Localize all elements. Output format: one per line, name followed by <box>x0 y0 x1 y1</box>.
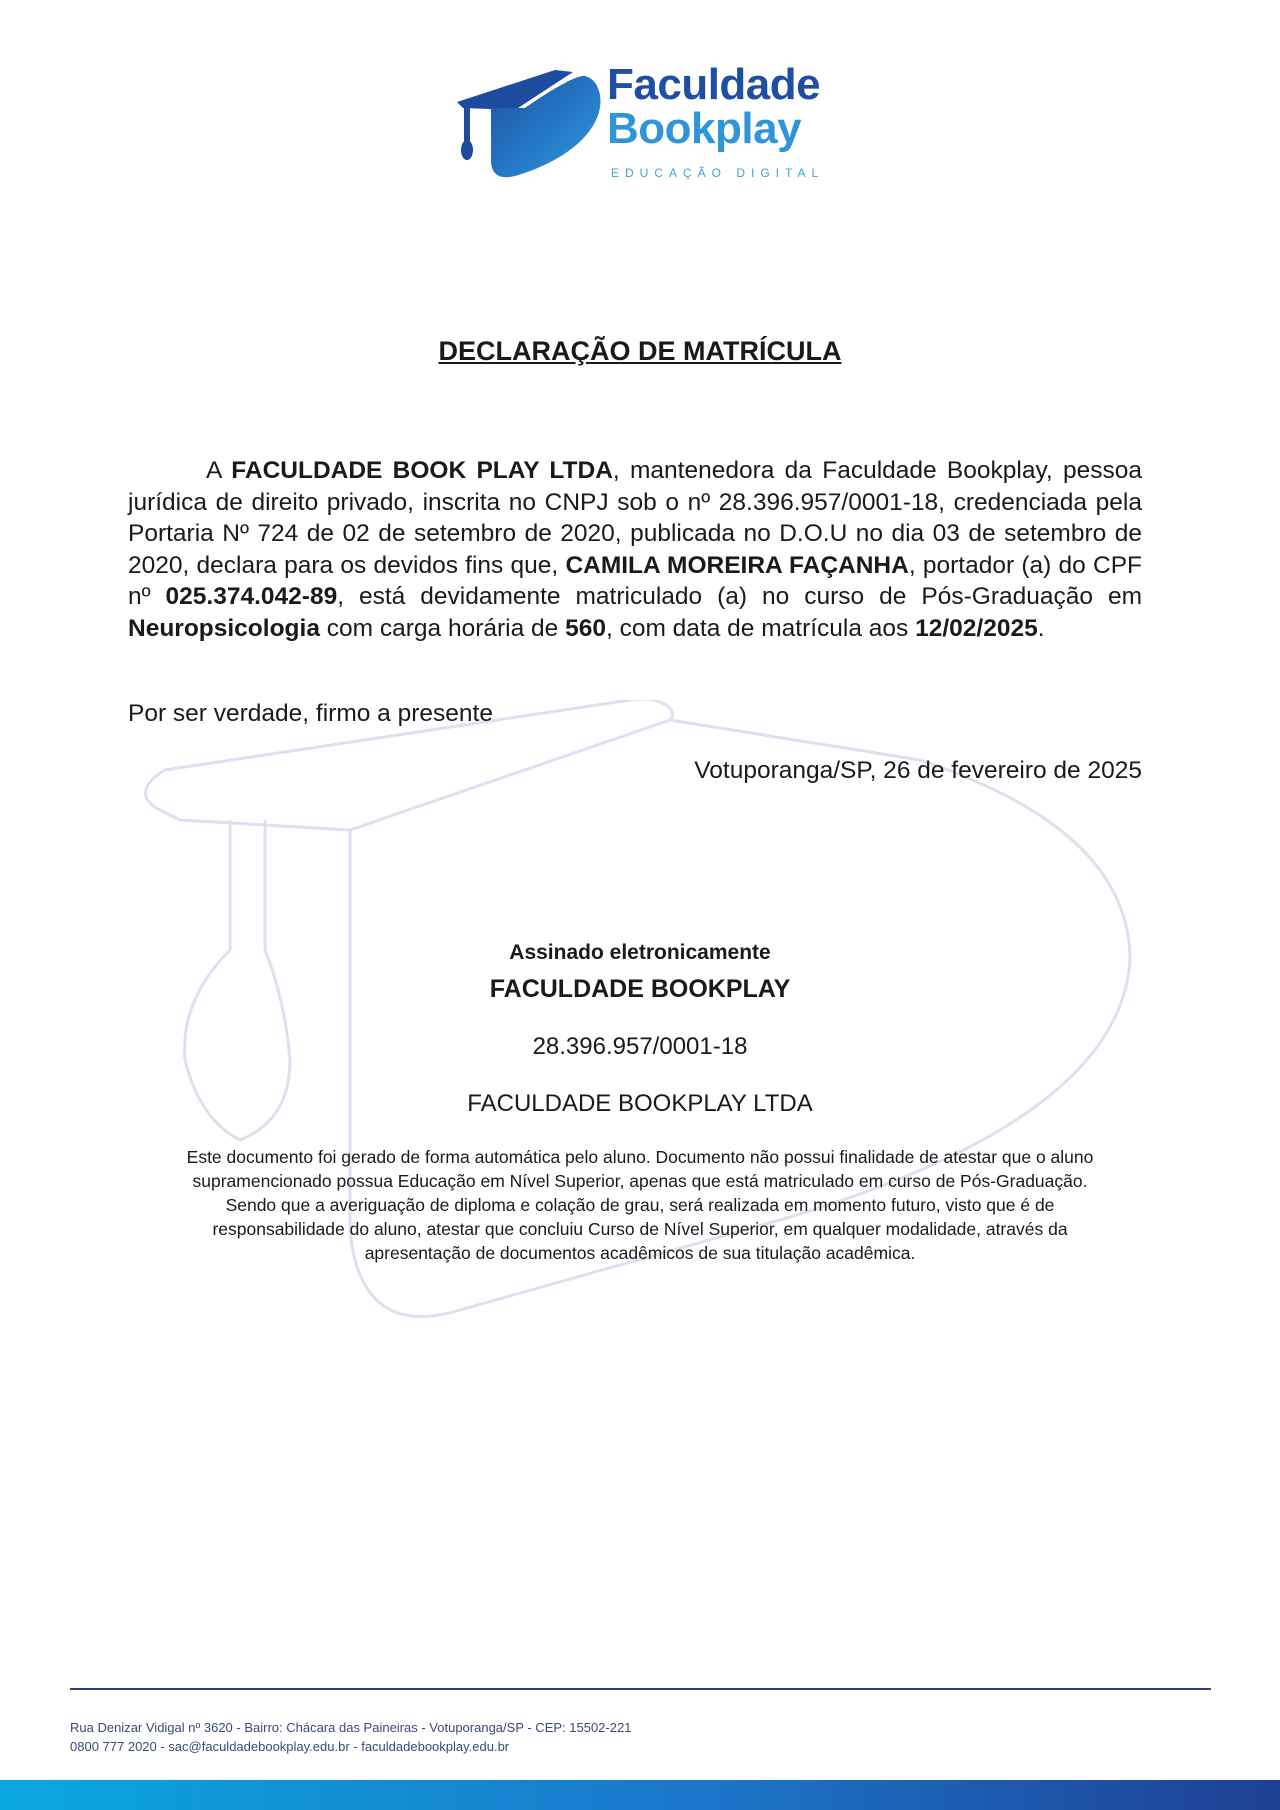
paragraph-text: . <box>1037 614 1045 642</box>
footer-color-bar <box>0 1780 1280 1810</box>
place-date: Votuporanga/SP, 26 de fevereiro de 2025 <box>694 757 1142 784</box>
paragraph-text: , com data de matrícula aos <box>605 614 916 642</box>
paragraph-text: , portador (a) do CPF nº <box>128 551 1143 610</box>
paragraph-text: A <box>206 457 232 484</box>
paragraph-text: com carga horária de <box>319 614 566 642</box>
paragraph-text: , mantenedora da Faculdade Bookplay, pessoa jurídica de direito privado, inscrita no CNPJ sob o nº 28.396.957/0001-18, credenciada pela Portaria Nº 724 de 02 de setembro de 2020, publicada no D.O.U no dia 03 de setembro de 2020, declara para os devidos fins que, <box>128 457 1143 579</box>
student-cpf: 025.374.042-89 <box>165 583 338 610</box>
logo-tagline: EDUCAÇÃO DIGITAL <box>611 166 825 180</box>
disclaimer <box>125 1145 1155 1265</box>
disclaimer-line: Sendo que a averiguação de diploma e colação de grau, será realizada em momento futuro, visto que é de <box>225 1195 1055 1215</box>
graduation-cap-icon <box>455 64 603 184</box>
truth-statement: Por ser verdade, firmo a presente <box>128 700 493 727</box>
student-name: CAMILA MOREIRA FAÇANHA <box>565 551 909 579</box>
course-name: Neuropsicologia <box>128 614 320 642</box>
institution-name: FACULDADE BOOK PLAY LTDA <box>231 457 613 484</box>
paragraph-text: , está devidamente matriculado (a) no curso de Pós-Graduação em <box>337 583 1142 610</box>
signer-company: FACULDADE BOOKPLAY LTDA <box>467 1090 813 1117</box>
logo-text-faculdade: Faculdade <box>607 60 821 109</box>
footer-address: Rua Denizar Vidigal nº 3620 - Bairro: Chácara das Paineiras - Votuporanga/SP - CEP: 15502-221 <box>70 1720 632 1735</box>
disclaimer-line: Este documento foi gerado de forma automática pelo aluno. Documento não possui finalidade de atestar que o aluno <box>186 1147 1094 1167</box>
logo-text-bookplay: Bookplay <box>607 104 802 153</box>
signed-label: Assinado eletronicamente <box>509 941 771 964</box>
course-hours: 560 <box>565 614 606 642</box>
signer-cnpj: 28.396.957/0001-18 <box>532 1033 748 1060</box>
footer-contact: 0800 777 2020 - sac@faculdadebookplay.edu.br - faculdadebookplay.edu.br <box>70 1739 510 1754</box>
document-title: DECLARAÇÃO DE MATRÍCULA <box>438 336 842 366</box>
footer-divider <box>70 1688 1211 1690</box>
enrollment-date: 12/02/2025 <box>915 614 1038 642</box>
disclaimer-line: apresentação de documentos acadêmicos de sua titulação acadêmica. <box>364 1243 916 1263</box>
faculdade-bookplay-logo <box>455 60 835 190</box>
declaration-paragraph <box>128 455 1142 644</box>
disclaimer-line: supramencionado possua Educação em Nível Superior, apenas que está matriculado em curso de Pós-Graduação. <box>192 1171 1088 1191</box>
disclaimer-line: responsabilidade do aluno, atestar que concluiu Curso de Nível Superior, em qualquer modalidade, através da <box>212 1219 1068 1239</box>
signer-name: FACULDADE BOOKPLAY <box>489 975 791 1003</box>
